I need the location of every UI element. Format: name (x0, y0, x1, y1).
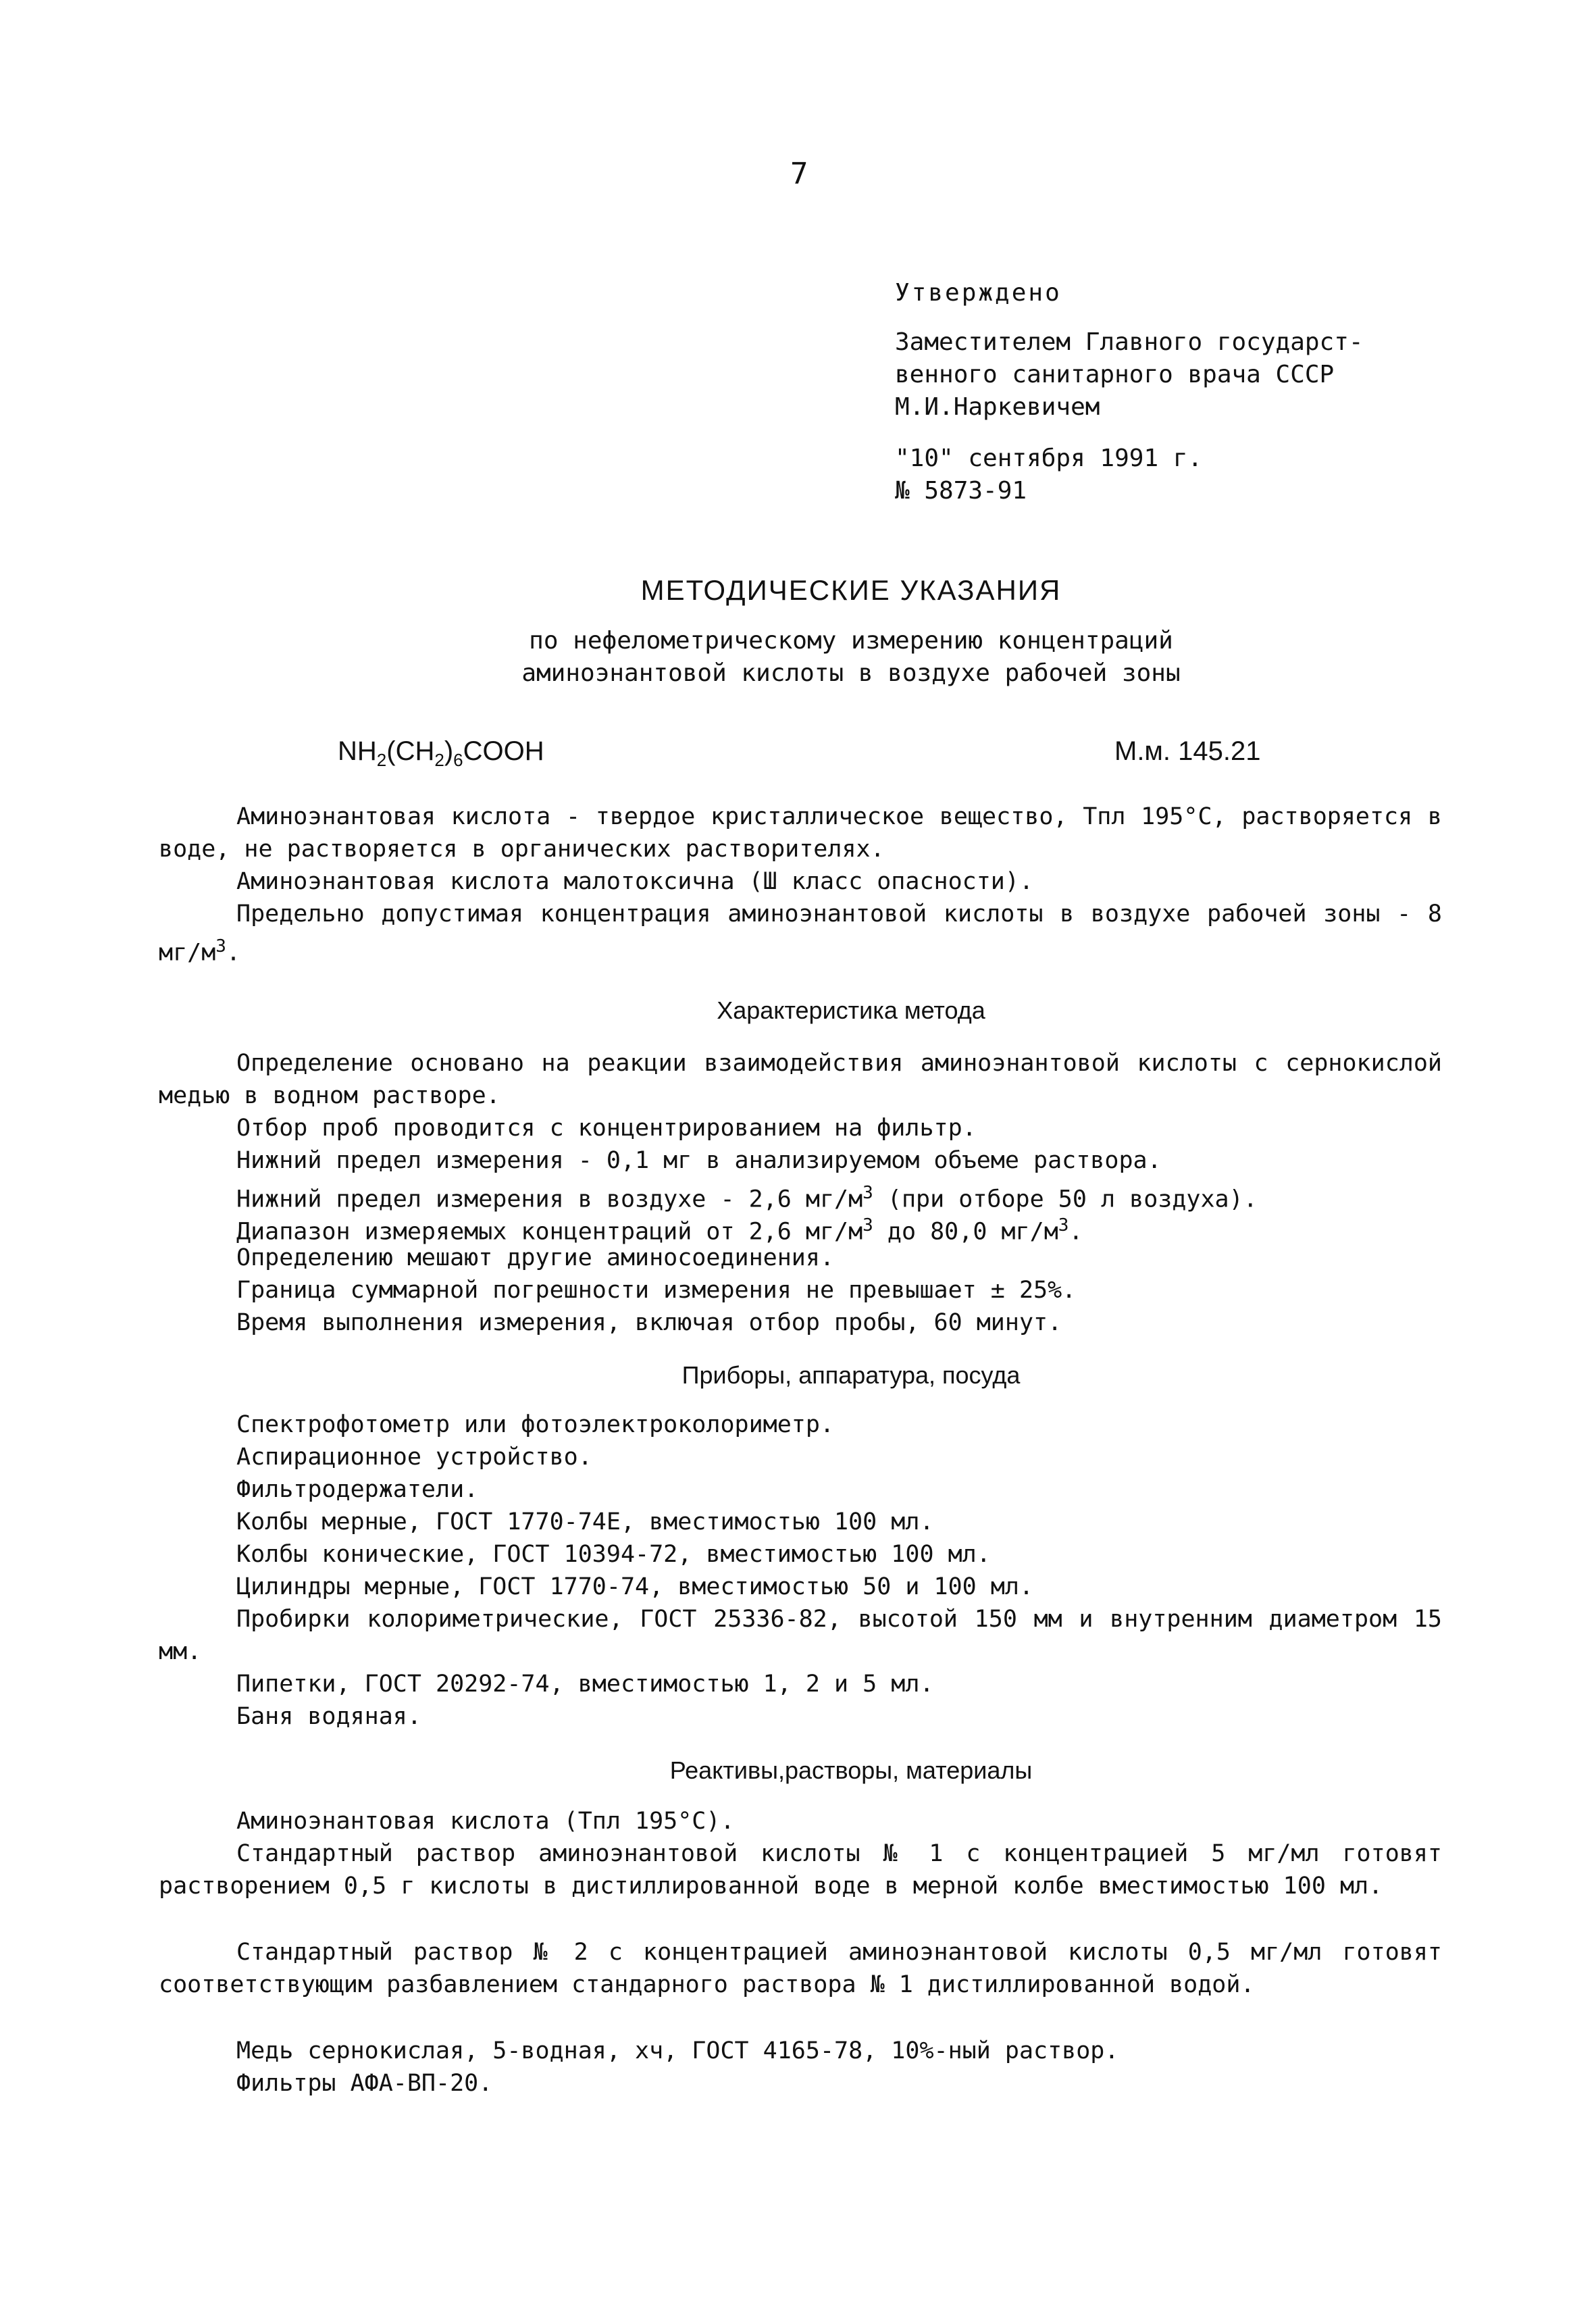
devices-item-7: Пробирки колориметрические, ГОСТ 25336-82, высотой 150 мм и внутренним диаметром 15 мм. (159, 1606, 1442, 1665)
document-subtitle-1: по нефелометрическому измерению концентраций (529, 627, 1173, 655)
method-paragraph-1: Определение основано на реакции взаимодействия аминоэнантовой кислоты с сернокислой медью в водном растворе. (159, 1050, 1442, 1109)
method-heading: Характеристика метода (717, 996, 985, 1024)
intro-paragraph-1: Аминоэнантовая кислота - твердое кристаллическое вещество, Тпл 195°С, растворяется в воде, не растворяется в органических растворителях. (159, 803, 1442, 863)
devices-item-1: Спектрофотометр или фотоэлектроколориметр. (236, 1411, 835, 1438)
devices-item-9: Баня водяная. (236, 1703, 421, 1730)
approval-line-3: М.И.Наркевичем (895, 393, 1100, 421)
page-number: 7 (790, 157, 808, 191)
approval-number: № 5873-91 (895, 477, 1027, 505)
approval-heading: Утверждено (895, 279, 1062, 307)
intro-paragraph-2: Аминоэнантовая кислота малотоксична (Ш класс опасности). (236, 868, 1034, 895)
reagents-line-2: Медь сернокислая, 5-водная, хч, ГОСТ 4165-78, 10%-ный раствор. (236, 2037, 1119, 2064)
reagents-line-3: Фильтры АФА-ВП-20. (236, 2070, 493, 2097)
devices-item-2: Аспирационное устройство. (236, 1444, 592, 1471)
devices-item-8: Пипетки, ГОСТ 20292-74, вместимостью 1, 2 и 5 мл. (236, 1671, 934, 1698)
approval-date: "10" сентября 1991 г. (895, 444, 1203, 472)
method-line-1: Отбор проб проводится с концентрированием на фильтр. (236, 1115, 977, 1142)
molar-mass: М.м. 145.21 (1114, 736, 1261, 766)
devices-item-6: Цилиндры мерные, ГОСТ 1770-74, вместимостью 50 и 100 мл. (236, 1573, 1034, 1600)
method-line-6: Граница суммарной погрешности измерения не превышает ± 25%. (236, 1277, 1077, 1304)
method-line-5: Определению мешают другие аминосоединения. (236, 1244, 835, 1271)
reagents-paragraph-2: Стандартный раствор № 2 с концентрацией аминоэнантовой кислоты 0,5 мг/мл готовят соответствующим разбавлением стандарного раствора № 1 дистиллированной водой. (159, 1939, 1442, 1998)
reagents-paragraph-1: Стандартный раствор аминоэнантовой кислоты № 1 с концентрацией 5 мг/мл готовят растворением 0,5 г кислоты в дистиллированной воде в мерной колбе вместимостью 100 мл. (159, 1840, 1442, 1900)
document-subtitle-2: аминоэнантовой кислоты в воздухе рабочей зоны (521, 659, 1181, 687)
devices-item-3: Фильтродержатели. (236, 1476, 479, 1503)
method-line-3: Нижний предел измерения в воздухе - 2,6 $мг/м^3$ (при отборе 50 л воздуха). (236, 1183, 1258, 1213)
intro-paragraph-3: Предельно допустимая концентрация аминоэнантовой кислоты в воздухе рабочей зоны - 8 $мг/м^3$. (159, 900, 1442, 967)
approval-line-1: Заместителем Главного государст- (895, 328, 1364, 356)
chemical-formula: $NH_2(CH_2)_6COOH$ (338, 736, 544, 770)
method-line-4: Диапазон измеряемых концентраций от 2,6 $мг/м^3$ до 80,0 $мг/м^3$. (236, 1215, 1083, 1246)
approval-line-2: венного санитарного врача СССР (895, 361, 1335, 388)
reagents-line-1: Аминоэнантовая кислота (Тпл 195°С). (236, 1808, 735, 1835)
devices-item-4: Колбы мерные, ГОСТ 1770-74Е, вместимостью 100 мл. (236, 1508, 934, 1535)
method-line-2: Нижний предел измерения - 0,1 мг в анализируемом объеме раствора. (236, 1147, 1162, 1174)
devices-heading: Приборы, аппаратура, посуда (681, 1361, 1021, 1389)
document-title: МЕТОДИЧЕСКИЕ УКАЗАНИЯ (640, 574, 1062, 606)
method-line-7: Время выполнения измерения, включая отбор пробы, 60 минут. (236, 1309, 1062, 1336)
devices-item-5: Колбы конические, ГОСТ 10394-72, вместимостью 100 мл. (236, 1541, 991, 1568)
reagents-heading: Реактивы,растворы, материалы (669, 1756, 1033, 1784)
